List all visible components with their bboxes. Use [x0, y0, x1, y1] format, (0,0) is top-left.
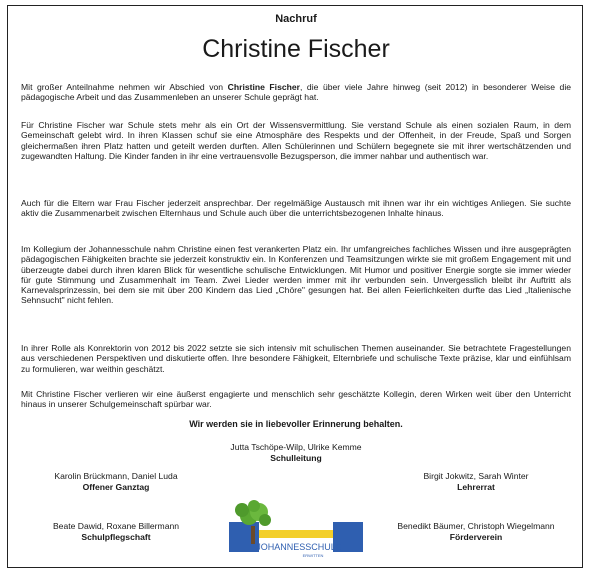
paragraph-intro — [21, 82, 571, 103]
intro-text-pre: Mit großer Anteilnahme nehmen wir Abschied von — [21, 82, 228, 92]
signature-lehrerrat — [381, 471, 571, 493]
signature-role: Lehrerrat — [457, 482, 495, 492]
signature-schulpflegschaft — [21, 521, 211, 543]
signature-names: Benedikt Bäumer, Christoph Wiegelmann — [397, 521, 555, 531]
signature-ganztag — [21, 471, 211, 493]
signature-names: Karolin Brückmann, Daniel Luda — [54, 471, 178, 481]
signature-names: Jutta Tschöpe-Wilp, Ulrike Kemme — [230, 442, 362, 452]
signature-role: Offener Ganztag — [82, 482, 150, 492]
obituary-kicker: Nachruf — [275, 13, 317, 25]
closing-line: Wir werden sie in liebevoller Erinnerung behalten. — [189, 419, 403, 429]
paragraph-school-role: Für Christine Fischer war Schule stets mehr als ein Ort der Wissensvermittlung. Sie verstand Schule als einen sozialen Raum, in dem Gemeinschaft gelebt wird. In ihren Klassen schuf sie eine Atmosphäre des Respekts und der Offenheit, in der Freude, Spaß und Sorgen gleichermaßen ihren Platz hatten und geteilt werden durften. Allen Schülerinnen und Schülern begegnete sie mit ihrer wertschätzenden und zugewandten Haltung. Die Kinder fanden in ihr eine vertrauensvolle Bezugsperson, die immer nahbar und authentisch war. — [21, 120, 571, 161]
signature-names: Beate Dawid, Roxane Billermann — [52, 521, 180, 531]
signature-foerderverein — [376, 521, 576, 543]
paragraph-konrektorin: In ihrer Rolle als Konrektorin von 2012 bis 2022 setzte sie sich intensiv mit schulischen Themen auseinander. Sie betrachtete Fragestellungen aus verschiedenen Perspektiven und diskutierte offen. Ihre besondere Fähigkeit, Elternbriefe und schulische Texte präzise, klar und einfühlsam zu formulieren, war weithin geschätzt. — [21, 343, 571, 374]
signature-names: Birgit Jokwitz, Sarah Winter — [423, 471, 529, 481]
logo-text: JOHANNESSCHULE — [256, 542, 342, 552]
signature-schulleitung — [196, 442, 396, 464]
logo-tree-trunk — [251, 526, 255, 544]
intro-name: Christine Fischer — [227, 82, 300, 92]
intro-text-post: , die über viele Jahre hinweg (seit 2012) in besonderer Weise die pädagogische Arbeit und das Zusammenleben an unserer Schule geprägt hat. — [21, 82, 572, 103]
signature-role: Förderverein — [449, 532, 503, 542]
deceased-name: Christine Fischer — [202, 35, 390, 63]
logo-subtext: ERWITTEN — [302, 553, 324, 558]
obituary-frame — [7, 5, 583, 568]
paragraph-colleagues: Im Kollegium der Johannesschule nahm Christine einen fest verankerten Platz ein. Ihr umfangreiches fachliches Wissen und ihre ausgeprägten pädagogischen Fähigkeiten brachte sie jederzeit konstruktiv ein. In Konferenzen und Teamsitzungen wirkte sie mit großem Engagement mit und überzeugte dabei durch ihren klaren Blick für wesentliche schulische Entwicklungen. Mit Humor und positiver Energie sorgte sie immer wieder für gute Stimmung und Zusammenhalt im Team. Zwei Lieder werden immer mit ihr verbunden sein. Unvergesslich bleibt ihr Auftritt als Karnevalsprinzessin, bei dem sie mit über 200 Kindern das Lied „Chöre" gesungen hat. Bei allen Feierlichkeiten durfte das Lied „Italienische Sehnsucht" nicht fehlen. — [21, 244, 571, 306]
signature-role: Schulpflegschaft — [81, 532, 151, 542]
paragraph-parents: Auch für die Eltern war Frau Fischer jederzeit ansprechbar. Der regelmäßige Austausch mit ihnen war ihr ein wichtiges Anliegen. Sie suchte aktiv die Zusammenarbeit zwischen Elternhaus und Schule auch über die unterrichtsbezogenen Inhalte hinaus. — [21, 198, 571, 219]
logo-yellow-bar — [251, 530, 343, 538]
school-logo — [221, 500, 371, 562]
paragraph-farewell: Mit Christine Fischer verlieren wir eine äußerst engagierte und menschlich sehr geschätzte Kollegin, deren Wirken weit über den Unterricht hinaus in unserer Schulgemeinschaft spürbar war. — [21, 389, 571, 410]
signature-role: Schulleitung — [270, 453, 322, 463]
